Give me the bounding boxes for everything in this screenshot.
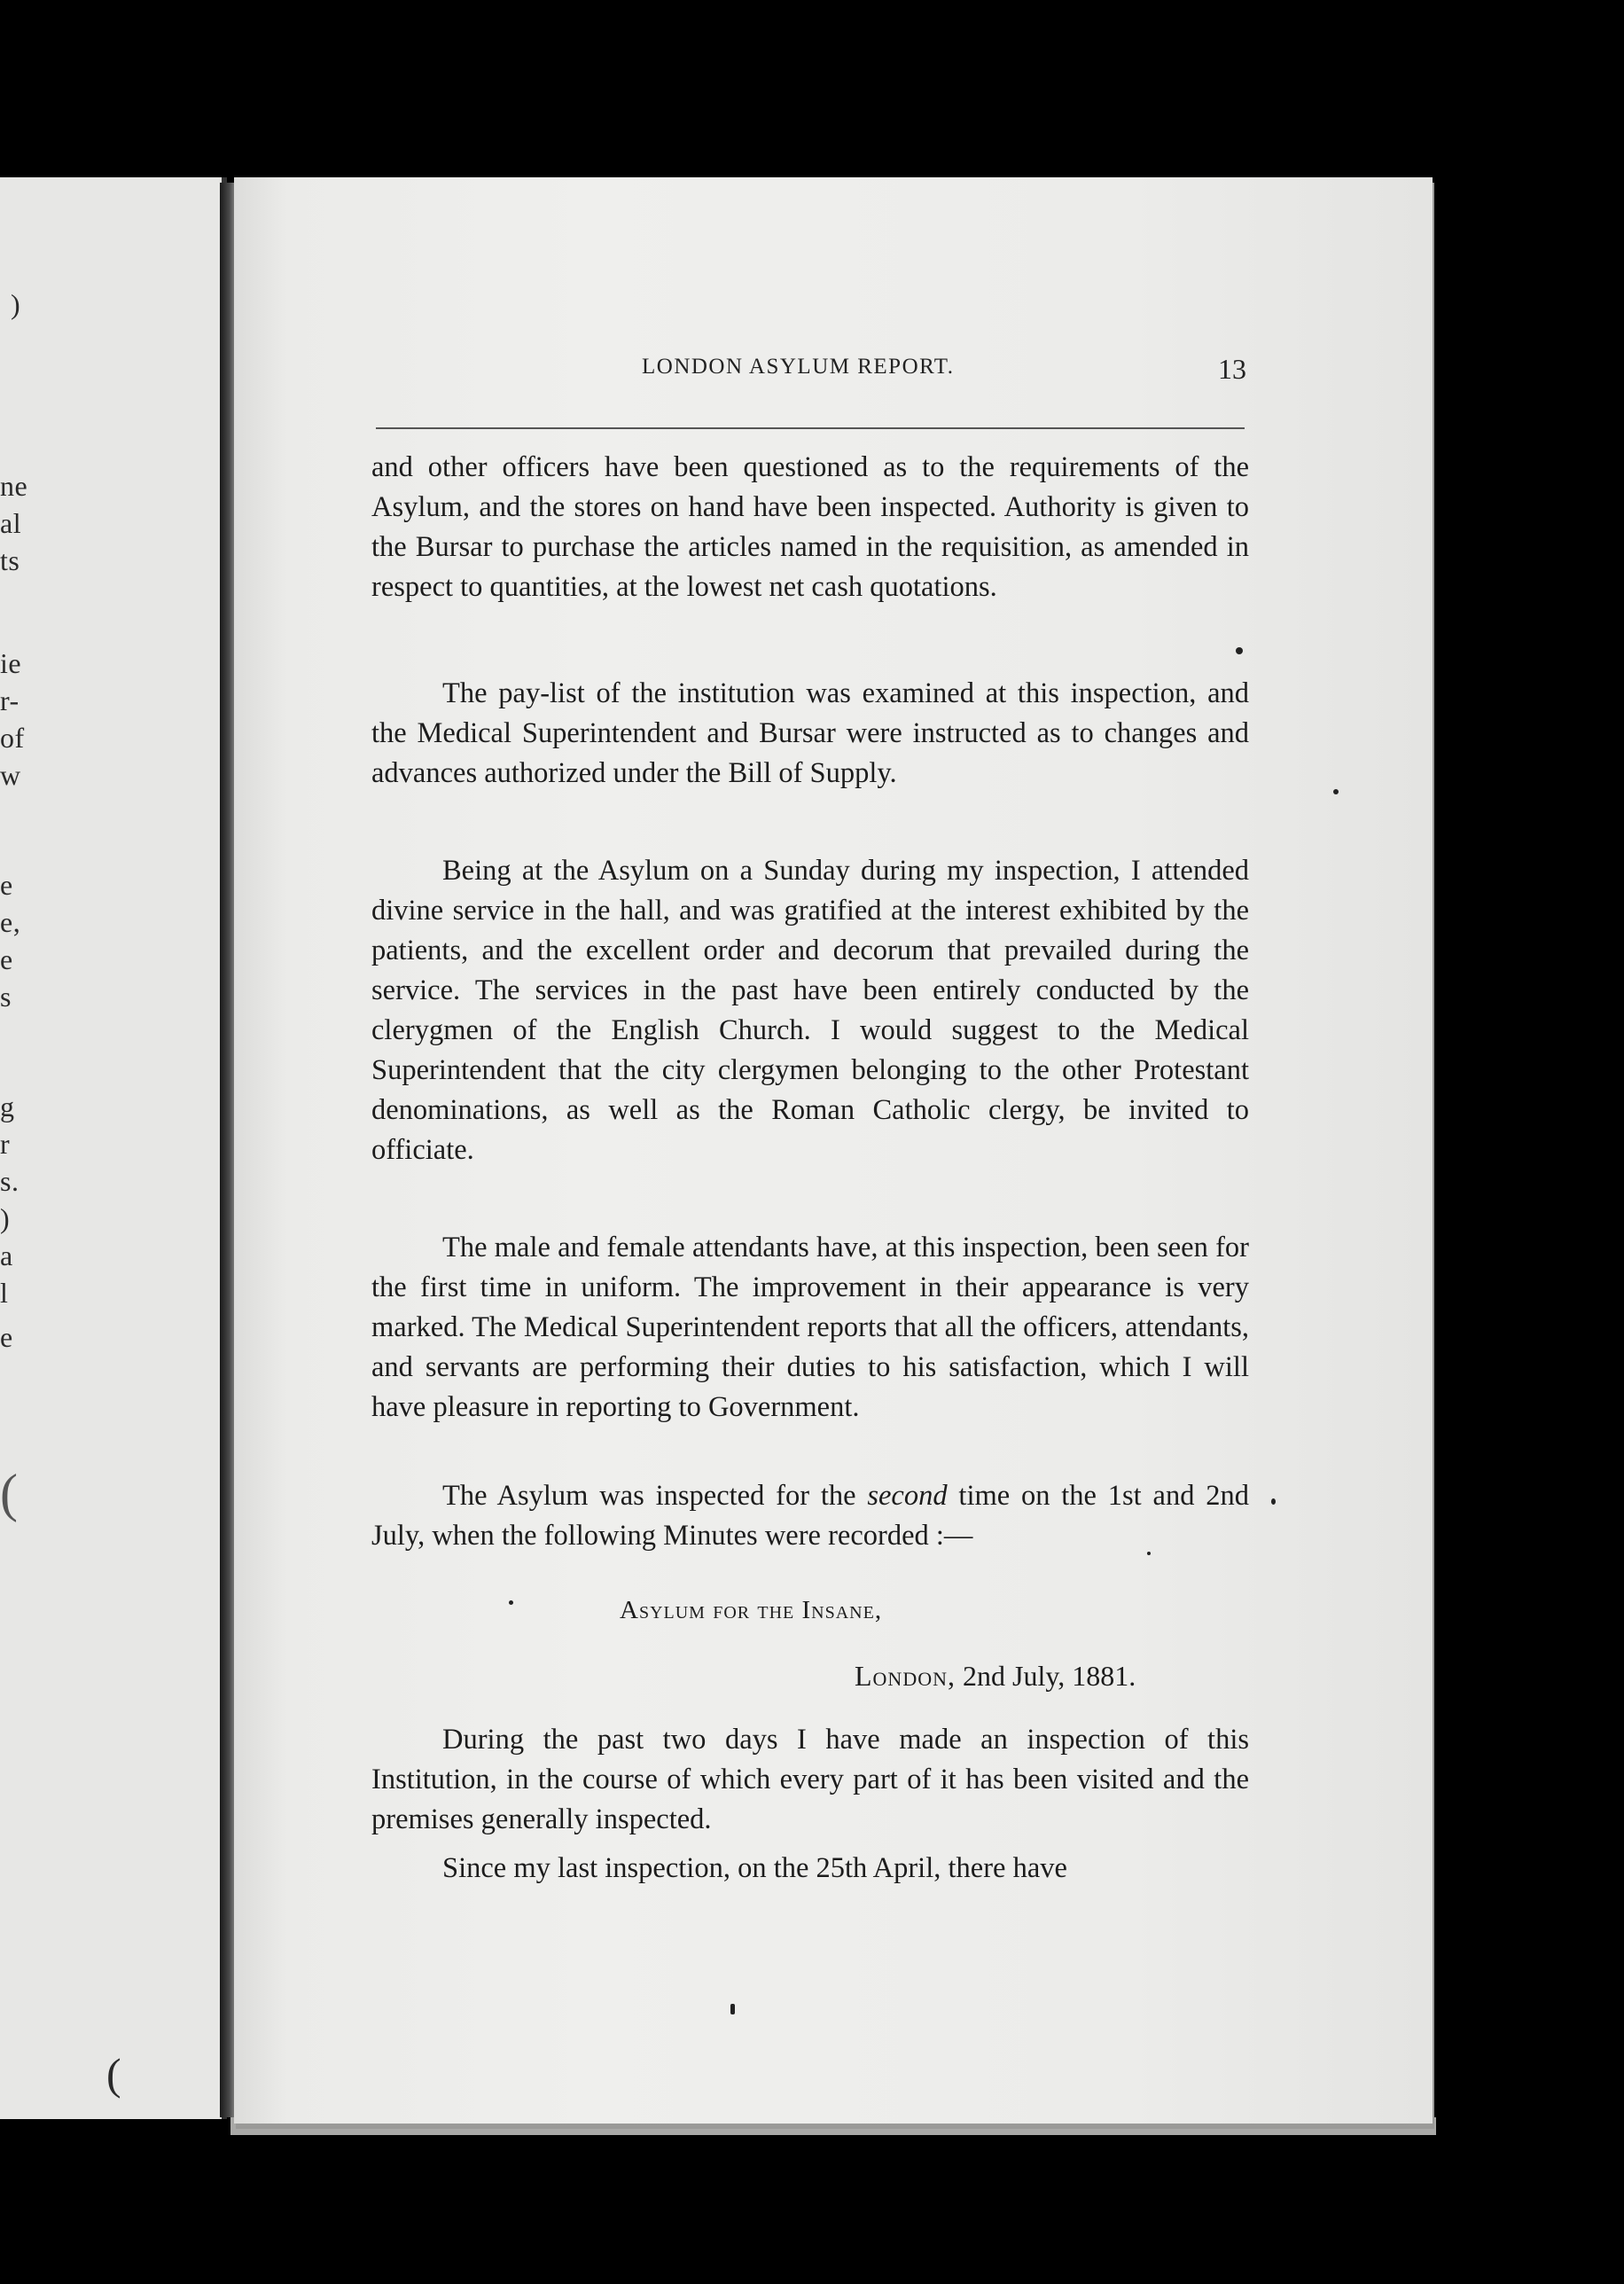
paragraph-since-last-inspection: Since my last inspection, on the 25th April, there have — [442, 1852, 1067, 1884]
left-fragment: e — [0, 869, 13, 901]
left-fragment: r — [0, 1128, 11, 1160]
paragraph-pay-list: The pay-list of the institution was examined at this inspection, and the Medical Superintendent and Bursar were instructed as to changes and advances authorized under the Bill of Supply. — [371, 677, 1249, 789]
left-fragment: g — [0, 1091, 15, 1122]
left-fragment: of — [0, 722, 25, 754]
speck — [509, 1600, 513, 1605]
minute-date: 2nd July, 1881. — [963, 1660, 1136, 1692]
left-page-fragment — [0, 177, 227, 2119]
speck — [1147, 1552, 1151, 1555]
speck — [1333, 789, 1339, 794]
paragraph-requirements: and other officers have been questioned as to the requirements of the Asylum, and the stores on hand have been inspected. Authority is given to the Bursar to purchase the articles named in the requisition, as amended in respect to quantities, at the lowest net cash quotations. — [371, 451, 1249, 603]
left-fragment: ( — [106, 2049, 122, 2099]
book-page — [234, 177, 1433, 2124]
left-fragment: l — [0, 1277, 9, 1309]
left-fragment: ie — [0, 647, 22, 679]
second-inspection-italic: second — [867, 1480, 948, 1512]
left-fragment: ) — [11, 288, 21, 320]
left-fragment: a — [0, 1240, 13, 1271]
left-fragment: ( — [0, 1464, 19, 1522]
minute-heading: Asylum for the Insane, — [620, 1596, 883, 1624]
second-inspection-text-2: time on the 1st and 2nd July, when the following Minutes were recorded :— — [371, 1480, 1249, 1552]
paragraph-attendants: The male and female attendants have, at this inspection, been seen for the first time in uniform. The improvement in their appearance is very marked. The Medical Superintendent reports that all the officers, attendants, and servants are performing their duties to his satisfaction, which I will have pleasure in reporting to Government. — [371, 1232, 1249, 1423]
minute-place: London, — [855, 1660, 956, 1692]
running-head: LONDON ASYLUM REPORT. — [642, 355, 955, 379]
left-fragment: ts — [0, 544, 20, 576]
left-fragment: w — [0, 759, 21, 791]
header-rule — [376, 427, 1245, 429]
left-fragment: ) — [0, 1202, 11, 1234]
left-fragment: e — [0, 1321, 13, 1353]
left-fragment: r- — [0, 684, 20, 716]
left-fragment: e, — [0, 906, 21, 938]
left-fragment: e — [0, 943, 13, 975]
second-inspection-text-1: The Asylum was inspected for the — [442, 1480, 868, 1512]
page-number: 13 — [1218, 353, 1246, 385]
left-fragment: s — [0, 981, 12, 1013]
left-fragment: s. — [0, 1165, 20, 1197]
paragraph-divine-service: Being at the Asylum on a Sunday during my inspection, I attended divine service in the hall, and was gratified at the interest exhibited by the patients, and the excellent order and decorum that prevailed during the service. The services in the past have been entirely conducted by the clerygmen of the English Church. I would suggest to the Medical Superintendent that the city clergymen belonging to the other Protestant denominations, as well as the Roman Catholic clergy, be invited to officiate. — [371, 855, 1249, 1166]
speck — [1271, 1498, 1276, 1505]
speck — [730, 2004, 735, 2014]
left-fragment: ne — [0, 470, 28, 502]
minute-dateline — [855, 1660, 1136, 1693]
paragraph-second-inspection — [371, 1476, 1249, 1556]
left-fragment: al — [0, 507, 22, 539]
speck — [1236, 647, 1243, 654]
paragraph-past-two-days: During the past two days I have made an inspection of this Institution, in the course of which every part of it has been visited and the premises generally inspected. — [371, 1724, 1249, 1835]
